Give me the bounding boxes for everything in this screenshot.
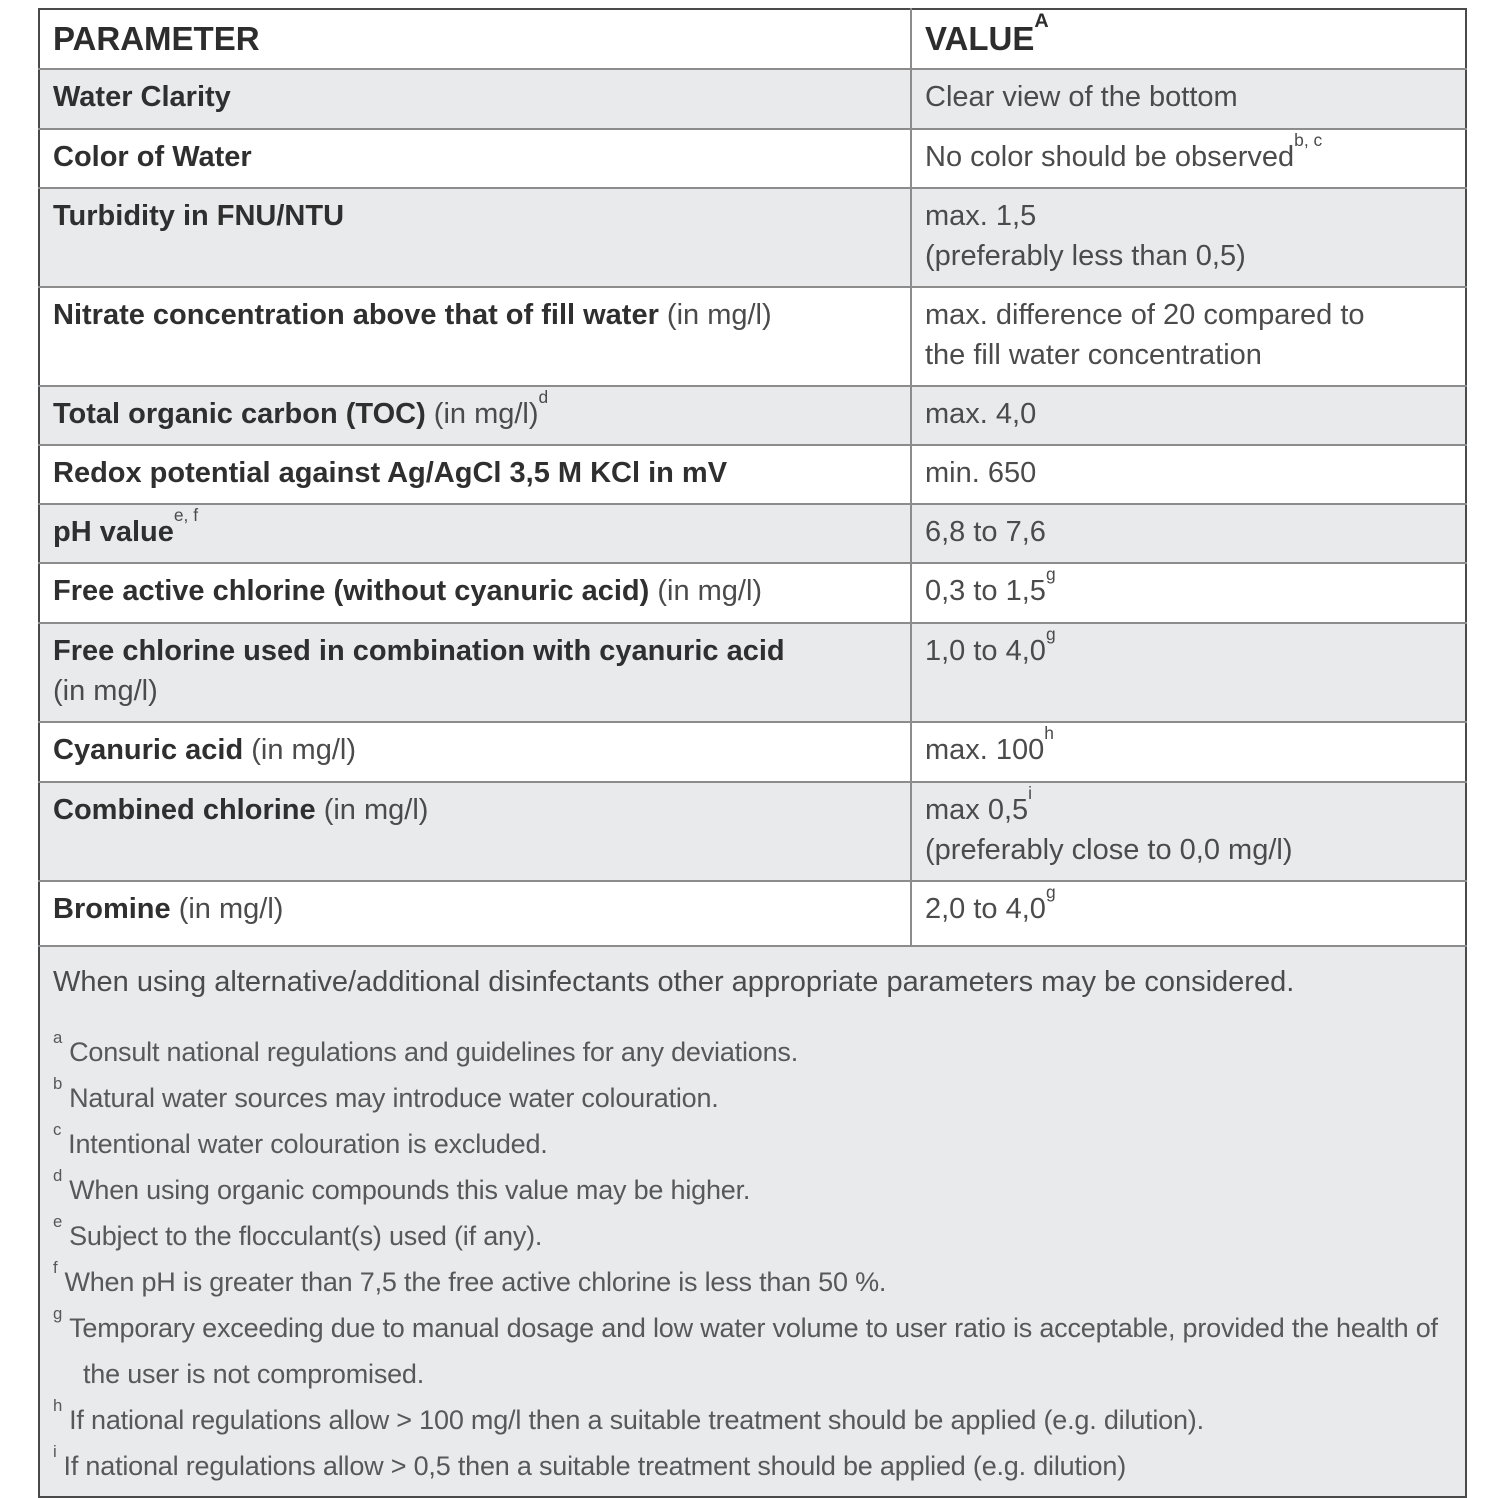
superscript-note-marker: h	[1044, 722, 1054, 743]
value-header-superscript: A	[1034, 10, 1049, 33]
footnote-d	[53, 1167, 1449, 1213]
footnote-text: Natural water sources may introduce water colouration.	[69, 1083, 719, 1113]
footnote-i	[53, 1443, 1449, 1489]
footnote-marker: f	[53, 1257, 58, 1277]
superscript-note-marker: e, f	[173, 504, 199, 525]
table-body	[39, 69, 1466, 946]
parameter-name-text: Cyanuric acid	[53, 734, 244, 766]
value-cell	[911, 504, 1466, 563]
parameter-cell	[39, 623, 911, 722]
value-header-label: VALUE	[925, 20, 1035, 57]
text-segment: max. 100	[925, 734, 1045, 766]
parameter-column-header	[39, 9, 911, 69]
value-column-header	[911, 9, 1466, 69]
footer-note: When using alternative/additional disinfectants other appropriate parameters may be considered.	[53, 966, 1295, 998]
text-segment: max. difference of 20 compared to	[925, 299, 1365, 331]
parameter-name-text: Nitrate concentration above that of fill water	[53, 299, 659, 331]
text-segment: the fill water concentration	[925, 339, 1262, 371]
parameter-name-text: Bromine	[53, 893, 171, 925]
text-segment: 1,0 to 4,0	[925, 635, 1046, 667]
text-segment: Clear view of the bottom	[925, 81, 1238, 113]
footnote-text: If national regulations allow > 100 mg/l then a suitable treatment should be applied (e.g. dilution).	[69, 1405, 1204, 1435]
parameter-name-text: Free chlorine used in combination with cyanuric acid	[53, 635, 785, 667]
text-segment: max. 4,0	[925, 398, 1037, 430]
footnote-text: Consult national regulations and guidelines for any deviations.	[69, 1037, 798, 1067]
table-row	[39, 188, 1466, 287]
parameter-name-text: Total organic carbon (TOC)	[53, 398, 426, 430]
text-segment: No color should be observed	[925, 141, 1295, 173]
superscript-note-marker: b, c	[1294, 129, 1323, 150]
footnote-text: Subject to the flocculant(s) used (if any).	[69, 1221, 543, 1251]
table-row	[39, 722, 1466, 782]
table-row	[39, 782, 1466, 881]
footnote-marker: g	[53, 1303, 63, 1323]
value-cell	[911, 129, 1466, 188]
value-cell	[911, 782, 1466, 881]
text-segment: (in mg/l)	[658, 299, 772, 331]
footnote-b	[53, 1075, 1449, 1121]
value-cell	[911, 563, 1466, 623]
footnote-text: If national regulations allow > 0,5 then a suitable treatment should be applied (e.g. dilution)	[63, 1451, 1126, 1481]
parameter-cell	[39, 504, 911, 563]
superscript-note-marker: i	[1028, 782, 1033, 803]
parameter-name-text: pH value	[53, 516, 174, 548]
parameter-name-text: Free active chlorine (without cyanuric acid)	[53, 575, 650, 607]
text-segment: 0,3 to 1,5	[925, 575, 1046, 607]
parameter-cell	[39, 386, 911, 445]
text-segment: 6,8 to 7,6	[925, 516, 1046, 548]
parameter-cell	[39, 881, 911, 946]
table-row	[39, 563, 1466, 623]
footnote-marker: h	[53, 1395, 63, 1415]
footnote-marker: e	[53, 1211, 63, 1231]
text-segment: max 0,5	[925, 794, 1029, 826]
parameter-cell	[39, 287, 911, 386]
text-segment: 2,0 to 4,0	[925, 893, 1046, 925]
parameter-name-text: Color of Water	[53, 141, 252, 173]
text-segment: (in mg/l)	[649, 575, 763, 607]
water-quality-parameters-table	[38, 8, 1467, 1498]
value-cell	[911, 722, 1466, 782]
value-cell	[911, 445, 1466, 504]
footnote-h	[53, 1397, 1449, 1443]
text-segment: (in mg/l)	[425, 398, 539, 430]
parameter-cell	[39, 722, 911, 782]
text-segment: (preferably less than 0,5)	[925, 240, 1246, 272]
footnote-marker: d	[53, 1165, 63, 1185]
text-segment: min. 650	[925, 457, 1037, 489]
table-row	[39, 881, 1466, 946]
table-row	[39, 445, 1466, 504]
table-row	[39, 287, 1466, 386]
footnotes-section	[39, 946, 1466, 1497]
footnotes-row	[39, 946, 1466, 1497]
parameter-name-text: Turbidity in FNU/NTU	[53, 200, 345, 232]
footnote-a	[53, 1029, 1449, 1075]
parameter-name-text: Combined chlorine	[53, 794, 316, 826]
text-segment: max. 1,5	[925, 200, 1037, 232]
table-row	[39, 129, 1466, 188]
parameter-cell	[39, 445, 911, 504]
parameter-cell	[39, 69, 911, 129]
footnote-f	[53, 1259, 1449, 1305]
parameter-name-text: Water Clarity	[53, 81, 231, 113]
table-row	[39, 504, 1466, 563]
parameter-cell	[39, 563, 911, 623]
value-cell	[911, 386, 1466, 445]
parameter-cell	[39, 129, 911, 188]
superscript-note-marker: g	[1045, 881, 1056, 902]
text-segment: (preferably close to 0,0 mg/l)	[925, 834, 1293, 866]
footnote-text: Temporary exceeding due to manual dosage and low water volume to user ratio is acceptable, provided the health of the user is not compromised.	[69, 1313, 1438, 1389]
footnote-text: Intentional water colouration is excluded.	[68, 1129, 548, 1159]
text-segment: (in mg/l)	[243, 734, 356, 766]
footnote-marker: i	[53, 1441, 57, 1461]
value-cell	[911, 69, 1466, 129]
parameter-cell	[39, 782, 911, 881]
value-cell	[911, 623, 1466, 722]
footnote-marker: c	[53, 1119, 62, 1139]
parameter-cell	[39, 188, 911, 287]
footnote-text: When using organic compounds this value may be higher.	[69, 1175, 751, 1205]
footnote-text: When pH is greater than 7,5 the free active chlorine is less than 50 %.	[64, 1267, 887, 1297]
footnote-marker: b	[53, 1073, 63, 1093]
text-segment: (in mg/l)	[170, 893, 284, 925]
table-row	[39, 69, 1466, 129]
header-row	[39, 9, 1466, 69]
footnotes-list	[53, 1029, 1449, 1489]
superscript-note-marker: g	[1045, 623, 1056, 644]
footnote-c	[53, 1121, 1449, 1167]
value-cell	[911, 881, 1466, 946]
footnote-marker: a	[53, 1027, 63, 1047]
parameter-name-text: Redox potential against Ag/AgCl 3,5 M KCl in mV	[53, 457, 728, 489]
value-cell	[911, 287, 1466, 386]
superscript-note-marker: d	[538, 386, 549, 407]
text-segment: (in mg/l)	[315, 794, 429, 826]
footnote-g	[53, 1305, 1449, 1397]
parameter-header-label: PARAMETER	[53, 20, 260, 57]
value-cell	[911, 188, 1466, 287]
table-row	[39, 386, 1466, 445]
footnote-e	[53, 1213, 1449, 1259]
table-row	[39, 623, 1466, 722]
superscript-note-marker: g	[1045, 563, 1056, 584]
text-segment: (in mg/l)	[53, 675, 158, 707]
